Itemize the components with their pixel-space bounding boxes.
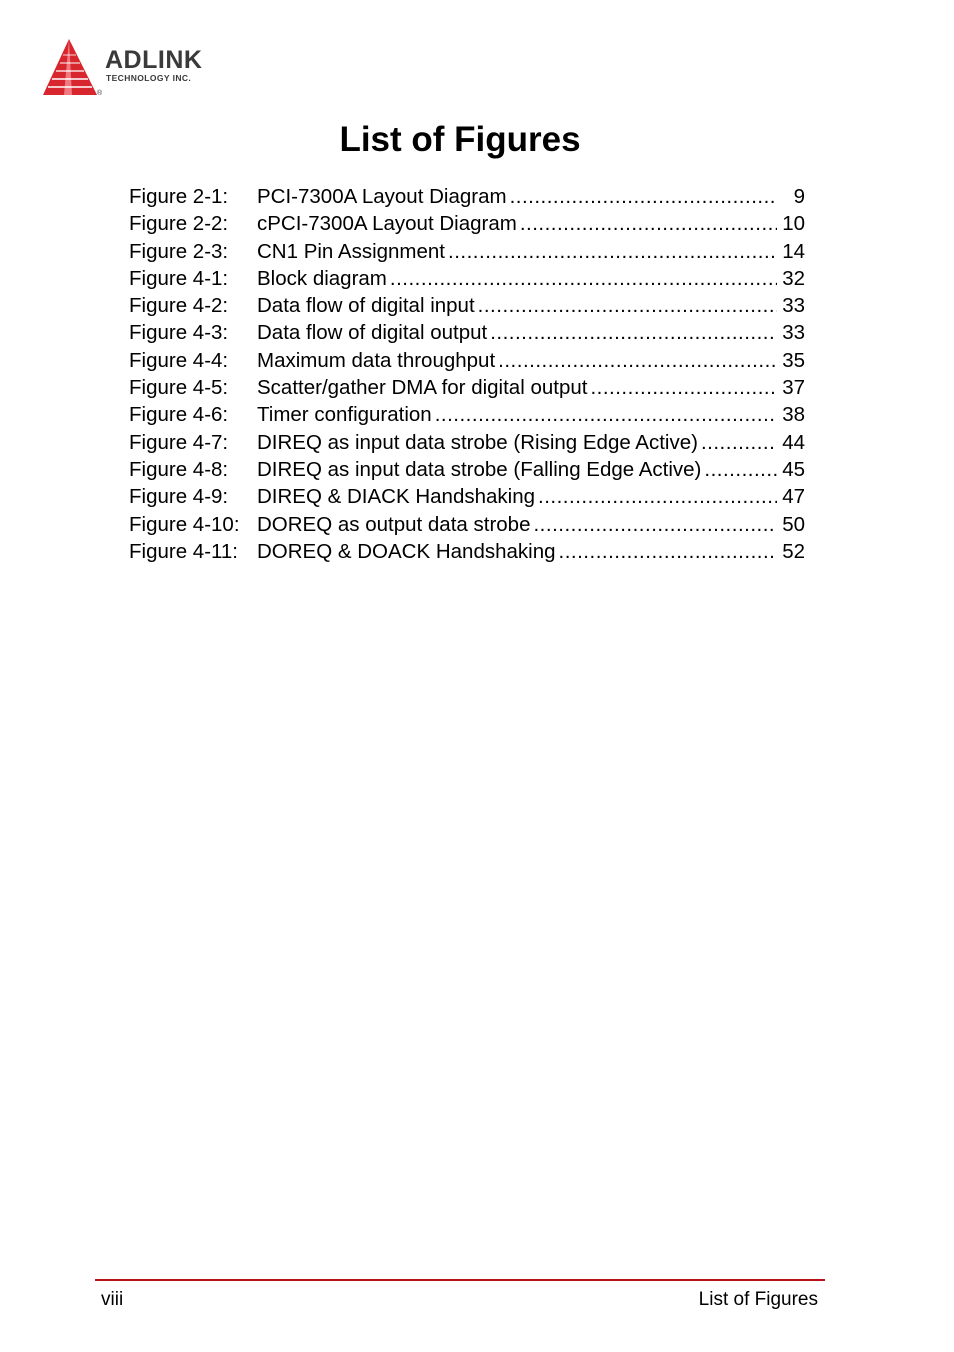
dot-leader bbox=[490, 319, 777, 346]
figure-title: Scatter/gather DMA for digital output bbox=[257, 376, 588, 400]
dot-leader bbox=[435, 401, 777, 428]
figure-entry[interactable] bbox=[129, 483, 805, 510]
dot-leader bbox=[704, 456, 777, 483]
page-ref: 14 bbox=[782, 239, 805, 263]
dot-leader bbox=[701, 429, 777, 456]
figure-number: Figure 4-4: bbox=[129, 348, 229, 372]
dot-leader bbox=[520, 210, 777, 237]
page-ref: 52 bbox=[782, 539, 805, 563]
figure-list bbox=[129, 183, 805, 565]
figure-entry[interactable] bbox=[129, 456, 805, 483]
figure-title: DOREQ as output data strobe bbox=[257, 512, 531, 536]
page-ref: 50 bbox=[782, 512, 805, 536]
dot-leader bbox=[510, 183, 777, 210]
page-title: List of Figures bbox=[339, 120, 581, 159]
page-ref: 9 bbox=[793, 185, 805, 208]
figure-title: DIREQ as input data strobe (Falling Edge Active) bbox=[257, 457, 702, 481]
page-ref: 32 bbox=[782, 266, 805, 290]
page-ref: 38 bbox=[782, 403, 805, 427]
page-ref: 37 bbox=[782, 376, 805, 400]
figure-number: Figure 4-2: bbox=[129, 294, 229, 318]
figure-entry[interactable] bbox=[129, 183, 805, 210]
figure-title: DIREQ as input data strobe (Rising Edge Active) bbox=[257, 430, 698, 454]
figure-entry[interactable] bbox=[129, 401, 805, 428]
figure-number: Figure 4-9: bbox=[129, 485, 229, 509]
figure-title: Block diagram bbox=[257, 266, 387, 290]
figure-title: CN1 Pin Assignment bbox=[257, 239, 446, 263]
page-ref: 33 bbox=[782, 294, 805, 318]
page-ref: 45 bbox=[782, 457, 805, 481]
figure-entry[interactable] bbox=[129, 374, 805, 401]
figure-title: Data flow of digital input bbox=[257, 294, 475, 318]
figure-entry[interactable] bbox=[129, 538, 805, 565]
adlink-triangle-logo-icon bbox=[42, 38, 103, 98]
page-ref: 44 bbox=[782, 430, 805, 454]
figure-title: DOREQ & DOACK Handshaking bbox=[257, 539, 556, 563]
footer-divider bbox=[95, 1279, 825, 1281]
figure-title: Data flow of digital output bbox=[257, 321, 488, 345]
figure-entry[interactable] bbox=[129, 210, 805, 237]
dot-leader bbox=[538, 483, 777, 510]
figure-number: Figure 2-2: bbox=[129, 212, 229, 236]
figure-number: Figure 4-7: bbox=[129, 430, 229, 454]
figure-title: PCI-7300A Layout Diagram bbox=[257, 185, 507, 208]
figure-number: Figure 4-11: bbox=[129, 539, 239, 563]
figure-number: Figure 4-3: bbox=[129, 321, 229, 345]
dot-leader bbox=[533, 511, 777, 538]
figure-entry[interactable] bbox=[129, 292, 805, 319]
dot-leader bbox=[448, 238, 777, 265]
figure-entry[interactable] bbox=[129, 347, 805, 374]
figure-title: cPCI-7300A Layout Diagram bbox=[257, 212, 517, 236]
registered-mark: ® bbox=[97, 90, 103, 97]
company-logo bbox=[42, 38, 242, 100]
figure-entry[interactable] bbox=[129, 511, 805, 538]
figure-number: Figure 4-8: bbox=[129, 457, 229, 481]
figure-number: Figure 4-10: bbox=[129, 512, 240, 536]
dot-leader bbox=[478, 292, 777, 319]
page-ref: 47 bbox=[782, 485, 805, 509]
dot-leader bbox=[559, 538, 777, 565]
dot-leader bbox=[590, 374, 777, 401]
figure-title: Timer configuration bbox=[257, 403, 432, 427]
figure-entry[interactable] bbox=[129, 265, 805, 292]
figure-number: Figure 2-1: bbox=[129, 185, 229, 208]
figure-entry[interactable] bbox=[129, 429, 805, 456]
figure-title: DIREQ & DIACK Handshaking bbox=[257, 485, 536, 509]
page-ref: 35 bbox=[782, 348, 805, 372]
figure-entry[interactable] bbox=[129, 319, 805, 346]
logo-wordmark: ADLINK bbox=[105, 46, 203, 74]
footer-page-number: viii bbox=[101, 1289, 124, 1310]
figure-number: Figure 4-6: bbox=[129, 403, 229, 427]
figure-number: Figure 2-3: bbox=[129, 239, 229, 263]
logo-tagline: TECHNOLOGY INC. bbox=[106, 73, 192, 83]
figure-entry[interactable] bbox=[129, 238, 805, 265]
figure-title: Maximum data throughput bbox=[257, 348, 496, 372]
page-ref: 10 bbox=[782, 212, 805, 236]
dot-leader bbox=[498, 347, 777, 374]
footer-section-title: List of Figures bbox=[698, 1289, 818, 1310]
dot-leader bbox=[390, 265, 777, 292]
figure-number: Figure 4-1: bbox=[129, 266, 229, 290]
page-ref: 33 bbox=[782, 321, 805, 345]
figure-number: Figure 4-5: bbox=[129, 376, 229, 400]
